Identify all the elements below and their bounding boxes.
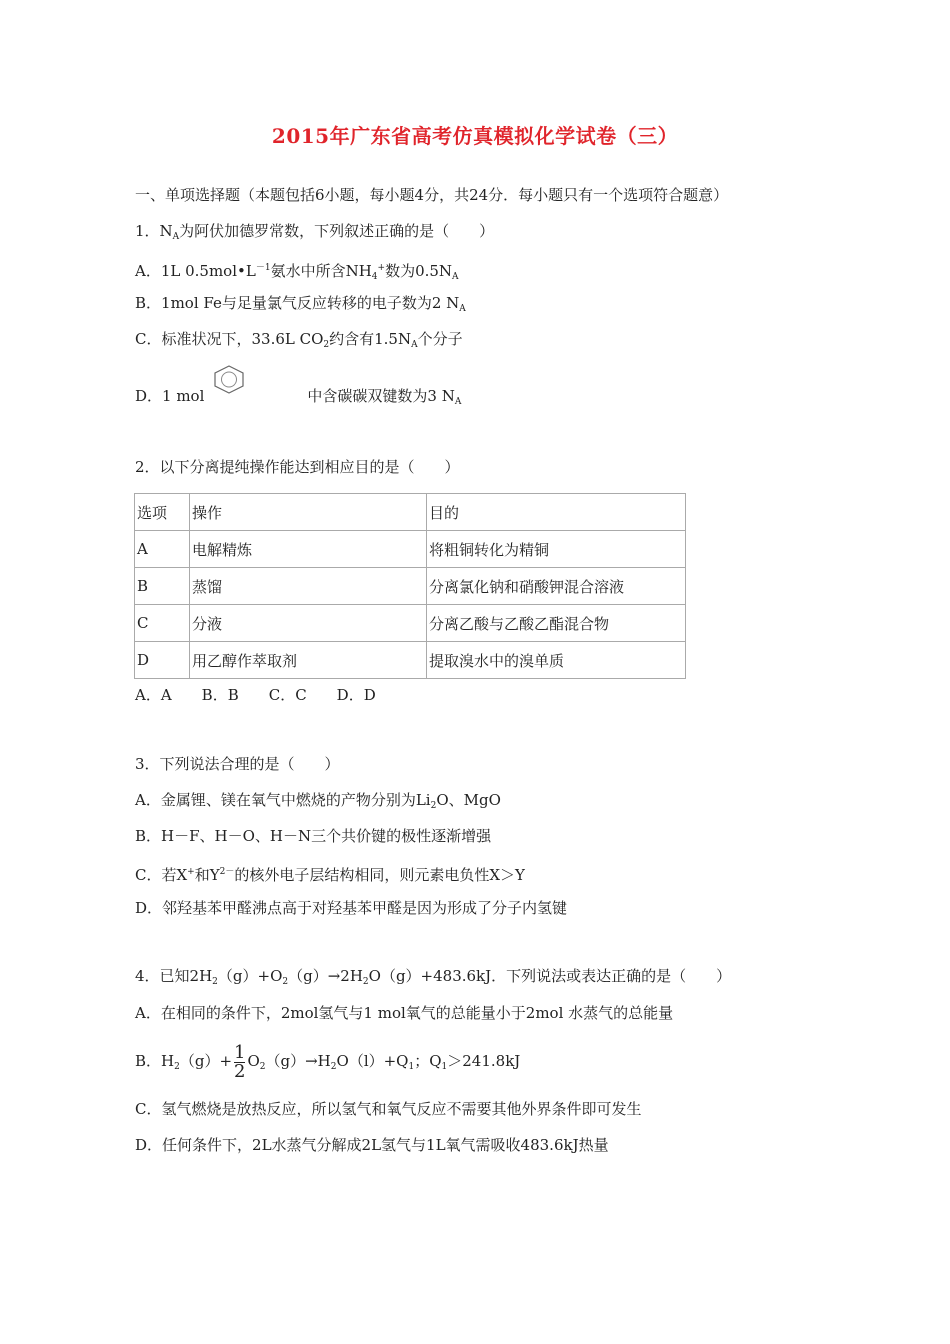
table-cell: 用乙醇作萃取剂 xyxy=(190,642,427,679)
q2-options-table xyxy=(134,493,686,679)
q1-option-a: A．1L $0.5mol•L^{-1}$氨水中所含$NH_4^+$数为$0.5N_A$ xyxy=(135,262,459,282)
q1-option-d: D．1 mol 中含碳碳双键数为3 $N_A$ xyxy=(135,387,462,407)
table-cell: 分离氯化钠和硝酸钾混合溶液 xyxy=(427,568,686,605)
table-header-cell: 操作 xyxy=(190,494,427,531)
q4-option-d: D．任何条件下，2L水蒸气分解成2L氢气与1L氧气需吸收483.6kJ热量 xyxy=(135,1136,609,1154)
table-header-cell: 目的 xyxy=(427,494,686,531)
table-cell: 将粗铜转化为精铜 xyxy=(427,531,686,568)
table-row xyxy=(135,568,686,605)
table-row xyxy=(135,605,686,642)
table-cell: 电解精炼 xyxy=(190,531,427,568)
q3-option-c: C．若X+和$Y^{2-}$的核外电子层结构相同，则元素电负性X＞Y xyxy=(135,866,525,884)
table-cell: D xyxy=(135,642,190,679)
table-cell: B xyxy=(135,568,190,605)
q1-option-c: C．标准状况下，33.6L $CO_2$约含有$1.5N_A$个分子 xyxy=(135,330,463,350)
q1-stem: 1．$N_A$为阿伏加德罗常数，下列叙述正确的是（ ） xyxy=(135,222,495,242)
q1-option-b: B．1mol Fe与足量氯气反应转移的电子数为2 $N_A$ xyxy=(135,294,466,314)
q2-choices: A．A B．B C．C D．D xyxy=(135,686,376,704)
table-cell: 分液 xyxy=(190,605,427,642)
table-cell: A xyxy=(135,531,190,568)
q4-option-a: A．在相同的条件下，2mol氢气与1 mol氧气的总能量小于2mol 水蒸气的总能量 xyxy=(135,1004,674,1022)
q3-option-b: B．H－F、H－O、H－N三个共价键的极性逐渐增强 xyxy=(135,827,492,845)
exam-title: 2015年广东省高考仿真模拟化学试卷（三） xyxy=(271,124,679,148)
one-half-fraction: $\frac{1}{2}$ xyxy=(234,1041,246,1082)
q4-option-b: B．$H_2(g)+$ $\frac{1}{2}$ $O_2(g)\to H_2O(l)+Q_1$；$Q_1>241.8kJ$ xyxy=(135,1041,521,1082)
q3-stem: 3．下列说法合理的是（ ） xyxy=(135,755,340,773)
table-row xyxy=(135,531,686,568)
q3-option-a: A．金属锂、镁在氧气中燃烧的产物分别为$Li_2O$、MgO xyxy=(135,791,501,811)
table-cell: 提取溴水中的溴单质 xyxy=(427,642,686,679)
q4-stem: 4．已知$2H_2(g)+O_2(g)\to 2H_2O(g)+483.6kJ$．下列说法或表达正确的是（ ） xyxy=(135,967,732,987)
q3-option-d: D．邻羟基苯甲醛沸点高于对羟基苯甲醛是因为形成了分子内氢键 xyxy=(135,899,568,917)
benzene-structure-icon xyxy=(212,364,246,394)
q4-option-c: C．氢气燃烧是放热反应，所以氢气和氧气反应不需要其他外界条件即可发生 xyxy=(135,1100,642,1118)
table-cell: 蒸馏 xyxy=(190,568,427,605)
q2-stem: 2．以下分离提纯操作能达到相应目的是（ ） xyxy=(135,458,460,476)
table-row xyxy=(135,642,686,679)
table-cell: 分离乙酸与乙酸乙酯混合物 xyxy=(427,605,686,642)
table-cell: C xyxy=(135,605,190,642)
section-heading: 一、单项选择题（本题包括6小题，每小题4分，共24分．每小题只有一个选项符合题意） xyxy=(135,186,729,204)
table-header-cell: 选项 xyxy=(135,494,190,531)
table-header-row xyxy=(135,494,686,531)
